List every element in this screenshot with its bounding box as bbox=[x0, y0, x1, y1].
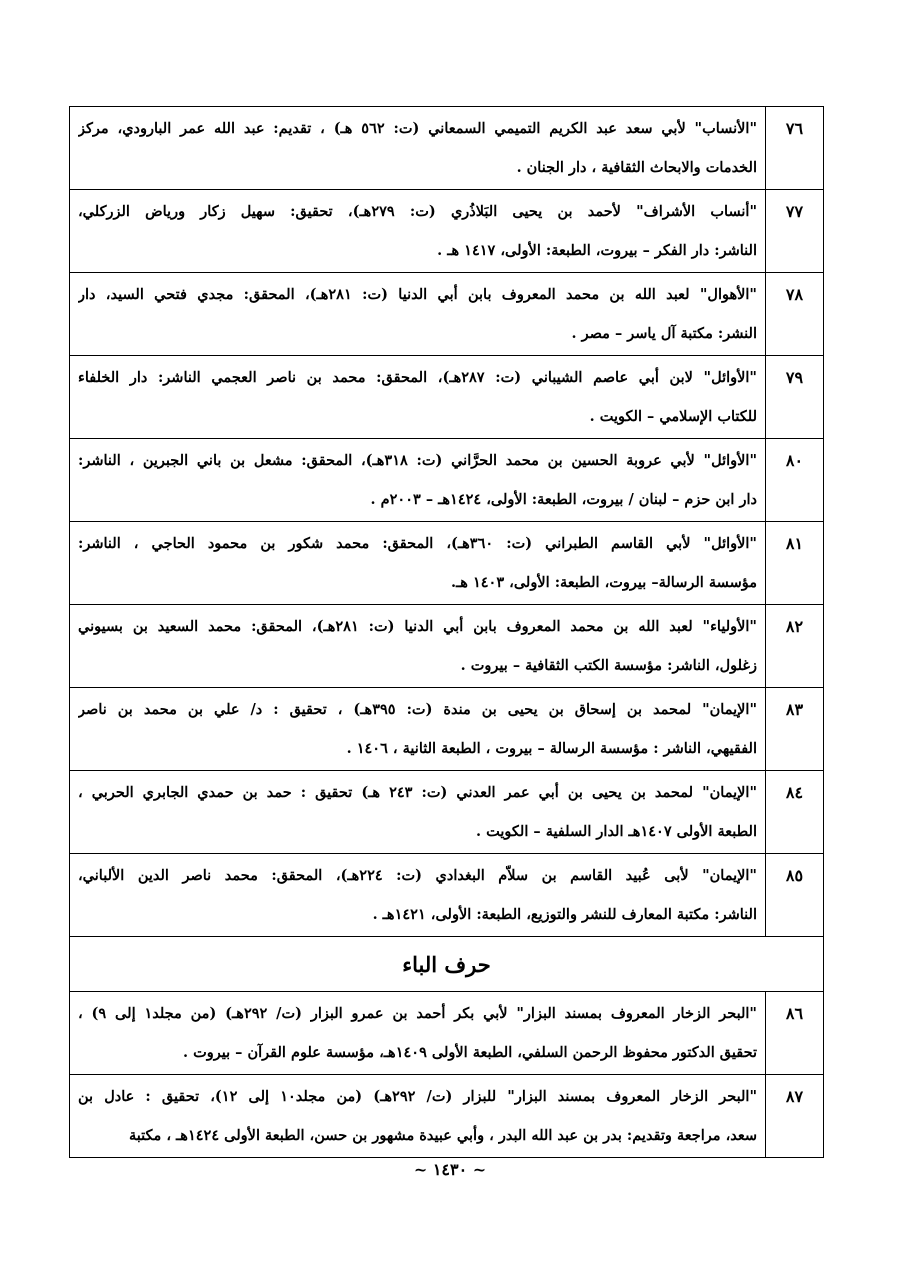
reference-text bbox=[70, 771, 766, 854]
reference-number: ٨٣ bbox=[766, 688, 824, 771]
section-heading-group bbox=[70, 937, 824, 992]
reference-line: الخدمات والابحاث الثقافية ، دار الجنان . bbox=[516, 159, 757, 176]
references-group-b bbox=[70, 992, 824, 1158]
reference-row bbox=[70, 356, 824, 439]
reference-text bbox=[70, 522, 766, 605]
reference-text bbox=[70, 688, 766, 771]
reference-line: "البحر الزخار المعروف بمسند البزار" لأبي بكر أحمد بن عمرو البزار (ت/ ٢٩٢هـ) (من مجلد١ إلى ٩) ، bbox=[78, 1005, 757, 1022]
reference-number: ٨٧ bbox=[766, 1075, 824, 1158]
reference-number: ٨٥ bbox=[766, 854, 824, 937]
reference-line: "الأولياء" لعبد الله بن محمد المعروف بابن أبي الدنيا (ت: ٢٨١هـ)، المحقق: محمد السعيد بن بسيوني bbox=[78, 618, 757, 635]
reference-line: "الإيمان" لمحمد بن يحيى بن أبي عمر العدني (ت: ٢٤٣ هـ) تحقيق : حمد بن حمدي الجابري الحربي ، bbox=[78, 784, 757, 801]
bibliography-table bbox=[69, 106, 824, 1158]
reference-line: للكتاب الإسلامي – الكويت . bbox=[589, 408, 757, 425]
reference-text bbox=[70, 273, 766, 356]
reference-line: زغلول، الناشر: مؤسسة الكتب الثقافية – بيروت . bbox=[460, 657, 757, 674]
reference-line: الناشر: مكتبة المعارف للنشر والتوزيع، الطبعة: الأولى، ١٤٢١هـ . bbox=[372, 906, 757, 923]
reference-number: ٨٤ bbox=[766, 771, 824, 854]
reference-number: ٨٦ bbox=[766, 992, 824, 1075]
reference-row bbox=[70, 854, 824, 937]
reference-line: "الإيمان" لأبى عُبيد القاسم بن سلاّم البغدادي (ت: ٢٢٤هـ)، المحقق: محمد ناصر الدين الألباني، bbox=[78, 867, 757, 884]
reference-line: النشر: مكتبة آل ياسر – مصر . bbox=[571, 325, 757, 342]
reference-line: "الأوائل" لأبي عروبة الحسين بن محمد الحرَّاني (ت: ٣١٨هـ)، المحقق: مشعل بن باني الجبرين ، الناشر: bbox=[78, 452, 757, 469]
reference-text bbox=[70, 439, 766, 522]
reference-text bbox=[70, 1075, 766, 1158]
reference-row bbox=[70, 605, 824, 688]
reference-line: الفقيهي، الناشر : مؤسسة الرسالة – بيروت ، الطبعة الثانية ، ١٤٠٦ . bbox=[346, 740, 757, 757]
reference-row bbox=[70, 1075, 824, 1158]
references-group-a bbox=[70, 107, 824, 937]
reference-line: الناشر: دار الفكر – بيروت، الطبعة: الأولى، ١٤١٧ هـ . bbox=[437, 242, 757, 259]
section-heading-row bbox=[70, 937, 824, 992]
page-body bbox=[69, 106, 824, 1158]
reference-number: ٨٢ bbox=[766, 605, 824, 688]
reference-line: "أنساب الأشراف" لأحمد بن يحيى البَلاذُري (ت: ٢٧٩هـ)، تحقيق: سهيل زكار ورياض الزركلي، bbox=[78, 203, 757, 220]
reference-number: ٧٧ bbox=[766, 190, 824, 273]
reference-line: الطبعة الأولى ١٤٠٧هـ الدار السلفية – الكويت . bbox=[476, 823, 757, 840]
reference-row bbox=[70, 273, 824, 356]
reference-number: ٧٩ bbox=[766, 356, 824, 439]
reference-text bbox=[70, 992, 766, 1075]
reference-line: "الأوائل" لأبي القاسم الطبراني (ت: ٣٦٠هـ)، المحقق: محمد شكور بن محمود الحاجي ، الناشر: bbox=[78, 535, 757, 552]
section-heading: حرف الباء bbox=[70, 937, 824, 992]
reference-number: ٧٦ bbox=[766, 107, 824, 190]
reference-line: "الأنساب" لأبي سعد عبد الكريم التميمي السمعاني (ت: ٥٦٢ هـ) ، تقديم: عبد الله عمر البارودي، مركز bbox=[78, 120, 757, 137]
reference-row bbox=[70, 107, 824, 190]
reference-line: تحقيق الدكتور محفوظ الرحمن السلفي، الطبعة الأولى ١٤٠٩هـ، مؤسسة علوم القرآن – بيروت . bbox=[182, 1044, 757, 1061]
reference-line: "الأوائل" لابن أبي عاصم الشيباني (ت: ٢٨٧هـ)، المحقق: محمد بن ناصر العجمي الناشر: دار الخلفاء bbox=[78, 369, 757, 386]
reference-text bbox=[70, 605, 766, 688]
reference-text bbox=[70, 107, 766, 190]
reference-text bbox=[70, 854, 766, 937]
reference-number: ٧٨ bbox=[766, 273, 824, 356]
reference-text bbox=[70, 356, 766, 439]
reference-row bbox=[70, 688, 824, 771]
reference-number: ٨٠ bbox=[766, 439, 824, 522]
reference-line: مؤسسة الرسالة– بيروت، الطبعة: الأولى، ١٤٠٣ هـ. bbox=[450, 574, 757, 591]
reference-line: دار ابن حزم – لبنان / بيروت، الطبعة: الأولى، ١٤٢٤هـ – ٢٠٠٣م . bbox=[370, 491, 757, 508]
reference-text bbox=[70, 190, 766, 273]
page-number: ~ ١٤٣٠ ~ bbox=[413, 1160, 487, 1179]
reference-line: سعد، مراجعة وتقديم: بدر بن عبد الله البدر ، وأبي عبيدة مشهور بن حسن، الطبعة الأولى ١٤٢٤هـ ، مكتبة bbox=[128, 1127, 757, 1144]
reference-row bbox=[70, 522, 824, 605]
reference-row bbox=[70, 190, 824, 273]
reference-line: "الأهوال" لعبد الله بن محمد المعروف بابن أبي الدنيا (ت: ٢٨١هـ)، المحقق: مجدي فتحي السيد، دار bbox=[78, 286, 757, 303]
reference-row bbox=[70, 439, 824, 522]
reference-line: "البحر الزخار المعروف بمسند البزار" للبزار (ت/ ٢٩٢هـ) (من مجلد١٠ إلى ١٢)، تحقيق : عادل بن bbox=[78, 1088, 757, 1105]
reference-number: ٨١ bbox=[766, 522, 824, 605]
reference-line: "الإيمان" لمحمد بن إسحاق بن يحيى بن مندة (ت: ٣٩٥هـ) ، تحقيق : د/ علي بن محمد بن ناصر bbox=[78, 701, 757, 718]
reference-row bbox=[70, 771, 824, 854]
reference-row bbox=[70, 992, 824, 1075]
